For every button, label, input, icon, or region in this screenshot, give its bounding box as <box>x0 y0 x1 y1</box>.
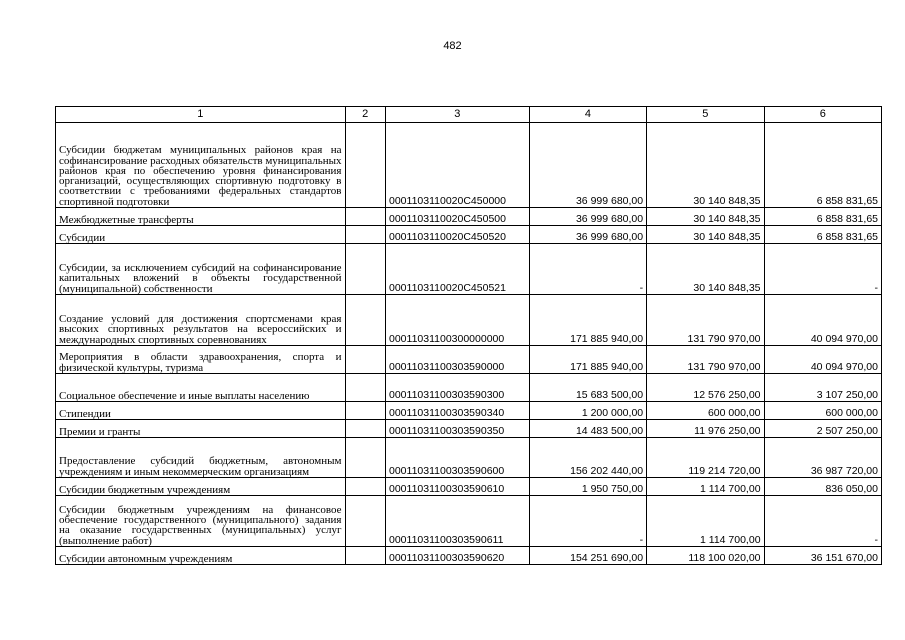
row-value-4: 14 483 500,00 <box>529 420 646 438</box>
row-value-6: 2 507 250,00 <box>764 420 881 438</box>
table-row <box>56 420 882 438</box>
row-col2 <box>345 346 385 374</box>
row-value-4: 36 999 680,00 <box>529 208 646 226</box>
column-header-1: 1 <box>56 107 346 123</box>
row-col2 <box>345 438 385 478</box>
row-code: 00011031100303590000 <box>385 346 529 374</box>
table-row <box>56 374 882 402</box>
table-row <box>56 123 882 208</box>
row-value-5: 1 114 700,00 <box>647 496 764 547</box>
row-value-4: - <box>529 244 646 295</box>
row-value-6: 36 987 720,00 <box>764 438 881 478</box>
row-name: Субсидии бюджетным учреждениям на финансовое обеспечение государственного (муниципального) задания на оказание государственных (муниципальных) услуг (выполнение работ) <box>56 496 346 547</box>
row-code: 00011031100303590300 <box>385 374 529 402</box>
row-col2 <box>345 547 385 565</box>
row-value-6: 6 858 831,65 <box>764 208 881 226</box>
row-name: Создание условий для достижения спортсменами края высоких спортивных результатов на всероссийских и международных спортивных соревнованиях <box>56 295 346 346</box>
row-code: 0001103110020С450500 <box>385 208 529 226</box>
row-col2 <box>345 402 385 420</box>
row-name: Субсидии бюджетным учреждениям <box>56 478 346 496</box>
row-name: Стипендии <box>56 402 346 420</box>
row-value-5: 30 140 848,35 <box>647 244 764 295</box>
row-name: Субсидии <box>56 226 346 244</box>
row-name: Субсидии автономным учреждениям <box>56 547 346 565</box>
row-value-6: - <box>764 244 881 295</box>
table-row <box>56 346 882 374</box>
table-row <box>56 402 882 420</box>
table-row <box>56 226 882 244</box>
budget-table <box>55 106 882 565</box>
row-col2 <box>345 478 385 496</box>
row-value-4: 36 999 680,00 <box>529 226 646 244</box>
row-value-5: 119 214 720,00 <box>647 438 764 478</box>
column-header-3: 3 <box>385 107 529 123</box>
row-value-6: - <box>764 496 881 547</box>
row-code: 00011031100303590620 <box>385 547 529 565</box>
row-value-4: 154 251 690,00 <box>529 547 646 565</box>
column-header-2: 2 <box>345 107 385 123</box>
row-value-6: 40 094 970,00 <box>764 346 881 374</box>
row-value-4: 171 885 940,00 <box>529 295 646 346</box>
row-code: 00011031100303590600 <box>385 438 529 478</box>
row-value-5: 11 976 250,00 <box>647 420 764 438</box>
row-value-5: 1 114 700,00 <box>647 478 764 496</box>
row-value-4: 1 200 000,00 <box>529 402 646 420</box>
table-row <box>56 208 882 226</box>
row-code: 0001103110020С450521 <box>385 244 529 295</box>
row-name: Субсидии бюджетам муниципальных районов края на софинансирование расходных обязательств муниципальных районов края по обеспечению уровня финансирования организаций, осуществляющих спортивную подготовку в соответствии с требованиями федеральных стандартов спортивной подготовки <box>56 123 346 208</box>
row-code: 00011031100303590340 <box>385 402 529 420</box>
row-code: 00011031100303590611 <box>385 496 529 547</box>
row-value-4: - <box>529 496 646 547</box>
row-col2 <box>345 226 385 244</box>
table-body <box>56 123 882 565</box>
row-value-5: 30 140 848,35 <box>647 208 764 226</box>
row-value-4: 36 999 680,00 <box>529 123 646 208</box>
row-value-6: 836 050,00 <box>764 478 881 496</box>
row-value-5: 600 000,00 <box>647 402 764 420</box>
row-value-4: 171 885 940,00 <box>529 346 646 374</box>
row-value-4: 15 683 500,00 <box>529 374 646 402</box>
row-value-6: 36 151 670,00 <box>764 547 881 565</box>
row-name: Межбюджетные трансферты <box>56 208 346 226</box>
row-value-6: 40 094 970,00 <box>764 295 881 346</box>
row-col2 <box>345 244 385 295</box>
row-name: Предоставление субсидий бюджетным, автономным учреждениям и иным некоммерческим организациям <box>56 438 346 478</box>
row-name: Субсидии, за исключением субсидий на софинансирование капитальных вложений в объекты государственной (муниципальной) собственности <box>56 244 346 295</box>
row-value-4: 1 950 750,00 <box>529 478 646 496</box>
row-col2 <box>345 295 385 346</box>
row-name: Мероприятия в области здравоохранения, спорта и физической культуры, туризма <box>56 346 346 374</box>
table-row <box>56 547 882 565</box>
table-row <box>56 438 882 478</box>
row-code: 0001103110020С450000 <box>385 123 529 208</box>
row-value-6: 600 000,00 <box>764 402 881 420</box>
row-code: 00011031100303590610 <box>385 478 529 496</box>
table-row <box>56 496 882 547</box>
row-col2 <box>345 123 385 208</box>
row-value-4: 156 202 440,00 <box>529 438 646 478</box>
row-value-6: 6 858 831,65 <box>764 123 881 208</box>
table-row <box>56 295 882 346</box>
row-value-5: 118 100 020,00 <box>647 547 764 565</box>
row-value-5: 131 790 970,00 <box>647 346 764 374</box>
row-code: 00011031100303590350 <box>385 420 529 438</box>
row-value-5: 30 140 848,35 <box>647 226 764 244</box>
row-name: Социальное обеспечение и иные выплаты населению <box>56 374 346 402</box>
row-col2 <box>345 420 385 438</box>
column-header-6: 6 <box>764 107 881 123</box>
row-value-6: 6 858 831,65 <box>764 226 881 244</box>
row-code: 0001103110020С450520 <box>385 226 529 244</box>
row-value-5: 131 790 970,00 <box>647 295 764 346</box>
row-col2 <box>345 374 385 402</box>
row-code: 00011031100300000000 <box>385 295 529 346</box>
page-number: 482 <box>443 40 462 52</box>
row-value-6: 3 107 250,00 <box>764 374 881 402</box>
row-value-5: 12 576 250,00 <box>647 374 764 402</box>
header-row <box>56 107 882 123</box>
row-col2 <box>345 496 385 547</box>
row-value-5: 30 140 848,35 <box>647 123 764 208</box>
column-header-4: 4 <box>529 107 646 123</box>
table-row <box>56 244 882 295</box>
table-row <box>56 478 882 496</box>
row-col2 <box>345 208 385 226</box>
column-header-5: 5 <box>647 107 764 123</box>
row-name: Премии и гранты <box>56 420 346 438</box>
